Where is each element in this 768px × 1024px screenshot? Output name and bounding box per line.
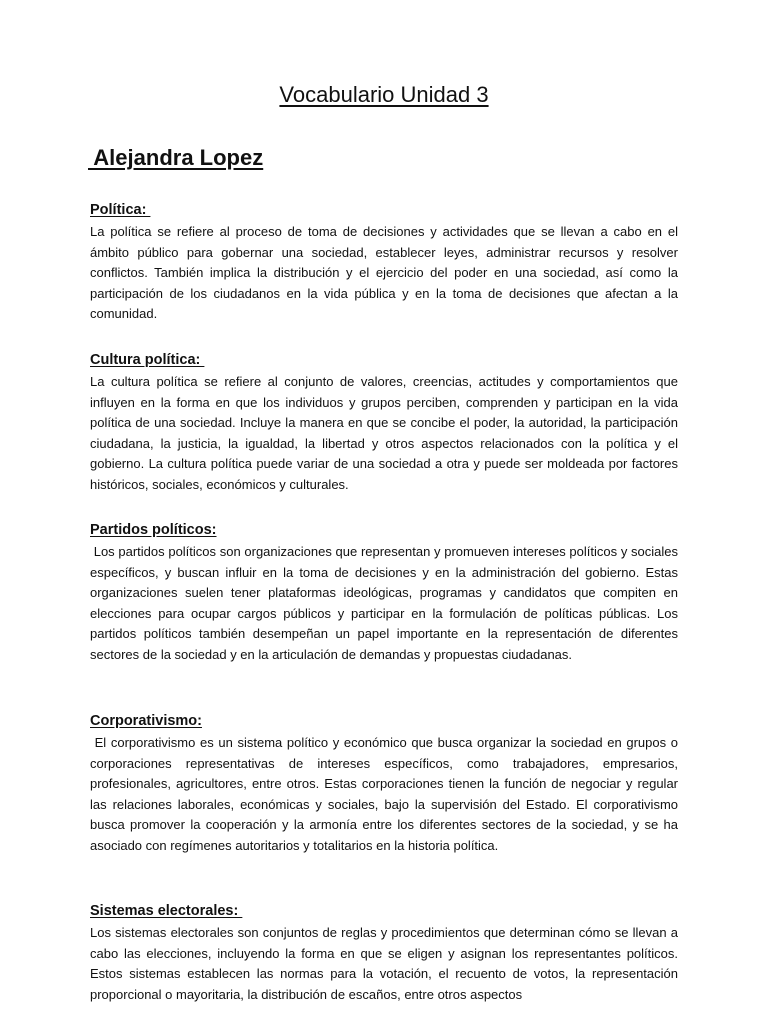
document-title: Vocabulario Unidad 3 xyxy=(279,82,489,107)
vocab-term: Partidos políticos: xyxy=(90,522,217,538)
vocab-definition: La cultura política se refiere al conjunto de valores, creencias, actitudes y comportamientos que influyen en la forma en que los individuos y grupos perciben, comprenden y participan en la vida política de una sociedad. Incluye la manera en que se concibe el poder, la autoridad, la participación ciudadana, la justicia, la igualdad, la libertad y otros aspectos relacionados con la política y el gobierno. La cultura política puede variar de una sociedad a otra y puede ser moldeada por factores históricos, sociales, económicos y culturales. xyxy=(90,374,682,492)
vocab-definition: Los partidos políticos son organizaciones que representan y promueven intereses políticos y sociales específicos, y buscan influir en la toma de decisiones y en la administración del gobierno. Estas organizaciones suelen tener plataformas ideológicas, programas y candidatos que compiten en elecciones para ocupar cargos públicos y participar en la formulación de políticas públicas. Los partidos políticos también desempeñan un papel importante en la representación de diferentes sectores de la sociedad y en la articulación de demandas y propuestas ciudadanas. xyxy=(90,544,682,662)
vocab-term: Sistemas electorales: xyxy=(90,903,243,919)
vocab-term: Cultura política: xyxy=(90,352,205,368)
vocab-entry-cultura-politica xyxy=(90,350,682,495)
vocab-entry-partidos-politicos xyxy=(90,520,682,665)
vocab-entry-politica xyxy=(90,200,682,325)
author-name: Alejandra Lopez xyxy=(88,145,264,170)
vocab-term: Política: xyxy=(90,202,151,218)
vocab-definition: El corporativismo es un sistema político y económico que busca organizar la sociedad en grupos o corporaciones representativas de intereses específicos, como trabajadores, empresarios, profesionales, agricultores, entre otros. Estas corporaciones tienen la función de negociar y regular las relaciones laborales, económicas y sociales, bajo la supervisión del Estado. El corporativismo busca promover la cooperación y la armonía entre los diferentes sectores de la sociedad, y se ha asociado con regímenes autoritarios y totalitarios en la historia política. xyxy=(90,735,682,853)
vocab-definition: La política se refiere al proceso de toma de decisiones y actividades que se llevan a cabo en el ámbito público para gobernar una sociedad, establecer leyes, administrar recursos y resolver conflictos. También implica la distribución y el ejercicio del poder en una sociedad, así como la participación de los ciudadanos en la vida pública y en la toma de decisiones que afectan a la comunidad. xyxy=(90,224,682,321)
vocab-term: Corporativismo: xyxy=(90,713,202,729)
vocab-entry-corporativismo xyxy=(90,711,682,856)
vocab-entry-sistemas-electorales xyxy=(90,901,682,1005)
vocab-definition: Los sistemas electorales son conjuntos de reglas y procedimientos que determinan cómo se llevan a cabo las elecciones, incluyendo la forma en que se eligen y asignan los representantes políticos. Estos sistemas establecen las normas para la votación, el recuento de votos, la representación proporcional o mayoritaria, la distribución de escaños, entre otros aspectos xyxy=(90,925,682,1002)
